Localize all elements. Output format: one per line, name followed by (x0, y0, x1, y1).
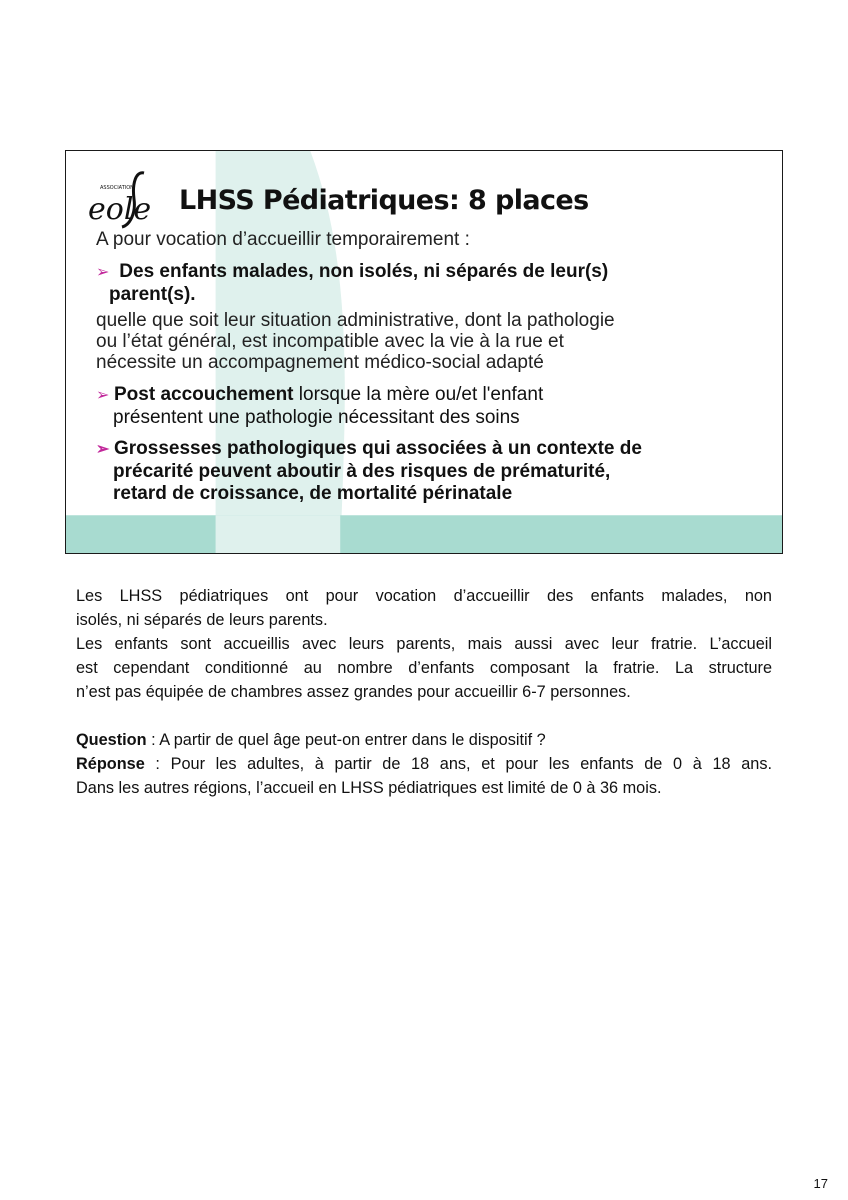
paragraph-line: nécessite un accompagnement médico-social adapté (96, 352, 544, 373)
bullet2-line2: présentent une pathologie nécessitant des soins (113, 407, 520, 428)
answer-label: Réponse (76, 755, 145, 773)
arrow-bullet-icon: ➢ (96, 441, 110, 458)
bullet1-line2: parent(s). (109, 284, 196, 305)
p2-line1: Les enfants sont accueillis avec leurs parents, mais aussi avec leur fratrie. L’accueil (76, 635, 772, 653)
question-label: Question (76, 731, 147, 749)
bullet3-line2: précarité peuvent aboutir à des risques de prématurité, (113, 461, 611, 482)
answer-text: : Pour les adultes, à partir de 18 ans, et pour les enfants de 0 à 18 ans. (144, 755, 772, 773)
slide-frame (65, 150, 783, 554)
p1-line1: Les LHSS pédiatriques ont pour vocation d’accueillir des enfants malades, non (76, 587, 772, 605)
logo-word: eole (88, 192, 152, 227)
bullet-post-accouchement (96, 384, 746, 429)
bullet2-bold: Post accouchement (114, 384, 294, 405)
bullet-grossesses (96, 438, 756, 505)
paragraph-line: quelle que soit leur situation administrative, dont la pathologie (96, 310, 615, 331)
logo-small-text: ASSOCIATION (100, 185, 134, 191)
paragraph-line: ou l’état général, est incompatible avec la vie à la rue et (96, 331, 564, 352)
question-text: : A partir de quel âge peut-on entrer dans le dispositif ? (146, 731, 546, 749)
slide-intro: A pour vocation d’accueillir temporairement : (96, 229, 470, 250)
slide-paragraph (96, 310, 756, 373)
bullet1-bold: Des enfants malades (119, 261, 309, 282)
answer-line2: Dans les autres régions, l’accueil en LHSS pédiatriques est limité de 0 à 36 mois. (76, 779, 662, 797)
bullet-enfants-malades (96, 261, 746, 306)
bullet3-line1: Grossesses pathologiques qui associées à un contexte de (114, 438, 642, 459)
bullet3-line3: retard de croissance, de mortalité périnatale (113, 483, 513, 504)
notes-body (76, 584, 772, 800)
p1-line2: isolés, ni séparés de leurs parents. (76, 611, 328, 629)
bullet2-rest: lorsque la mère ou/et l'enfant (293, 384, 544, 405)
arrow-bullet-icon: ➢ (96, 387, 110, 404)
page-number: 17 (813, 1176, 828, 1191)
p2-line3: n’est pas équipée de chambres assez grandes pour accueillir 6-7 personnes. (76, 683, 631, 701)
p2-line2: est cependant conditionné au nombre d’enfants composant la fratrie. La structure (76, 659, 772, 677)
arrow-bullet-icon: ➢ (96, 264, 110, 281)
bullet1-rest: , non isolés, ni séparés de leur(s) (308, 261, 609, 282)
slide-title: LHSS Pédiatriques: 8 places (179, 185, 589, 216)
answer-line (76, 752, 772, 776)
question-line (76, 728, 772, 752)
eole-logo-icon (86, 169, 162, 229)
